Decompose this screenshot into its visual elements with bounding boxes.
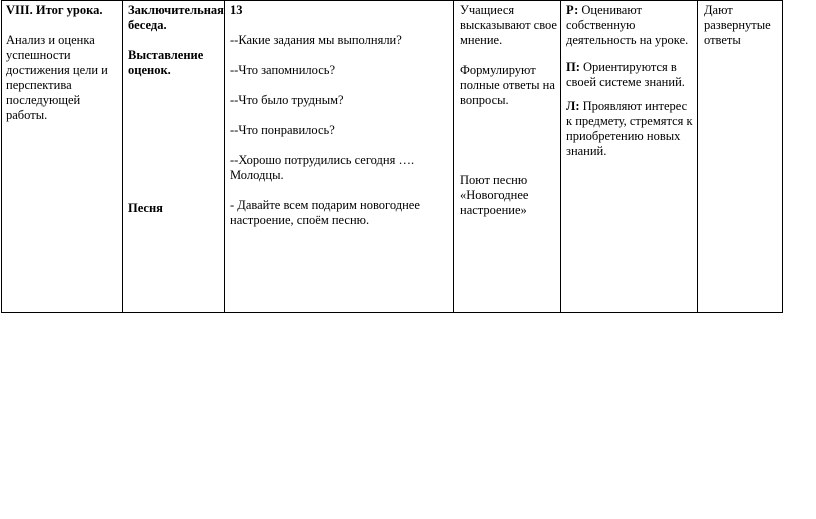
lesson-table (1, 0, 783, 313)
form-song: Песня (128, 201, 163, 215)
uud-regulative: Р: Оценивают собственную деятельность на уроке. (566, 3, 689, 47)
question-3: --Что было трудным? (230, 93, 344, 107)
student-cell (460, 3, 560, 217)
teacher-cell (230, 3, 452, 228)
stage-description: Анализ и оценка успешности достижения цели и перспектива последующей работы. (6, 33, 108, 122)
student-answer-1: Учащиеся высказывают свое мнение. (460, 3, 557, 47)
column-divider (453, 1, 454, 312)
uud-personal: Л: Проявляют интерес к предмету, стремятся к приобретению новых знаний. (566, 99, 693, 158)
student-answer-2: Формулируют полные ответы на вопросы. (460, 63, 555, 107)
form-grading: Выставление оценок. (128, 48, 204, 77)
question-1: --Какие задания мы выполняли? (230, 33, 402, 47)
uud-cognitive: П: Ориентируются в своей системе знаний. (566, 60, 685, 89)
question-4: --Что понравилось? (230, 123, 335, 137)
column-divider (560, 1, 561, 312)
uud-cell (566, 3, 698, 159)
question-2: --Что запомнилось? (230, 63, 336, 77)
stage-cell (6, 3, 120, 123)
stage-title: VIII. Итог урока. (6, 3, 103, 17)
minutes: 13 (230, 3, 243, 17)
column-divider (122, 1, 123, 312)
form-cell (128, 3, 224, 215)
question-5: --Хорошо потрудились сегодня …. Молодцы. (230, 153, 415, 182)
form-conclusion: Заключительная беседа. (128, 3, 224, 32)
column-divider (224, 1, 225, 312)
result-cell: Дают развернутые ответы (704, 3, 771, 47)
student-answer-3: Поют песню «Новогоднее настроение» (460, 173, 529, 217)
question-6: - Давайте всем подарим новогоднее настроение, споём песню. (230, 198, 420, 227)
